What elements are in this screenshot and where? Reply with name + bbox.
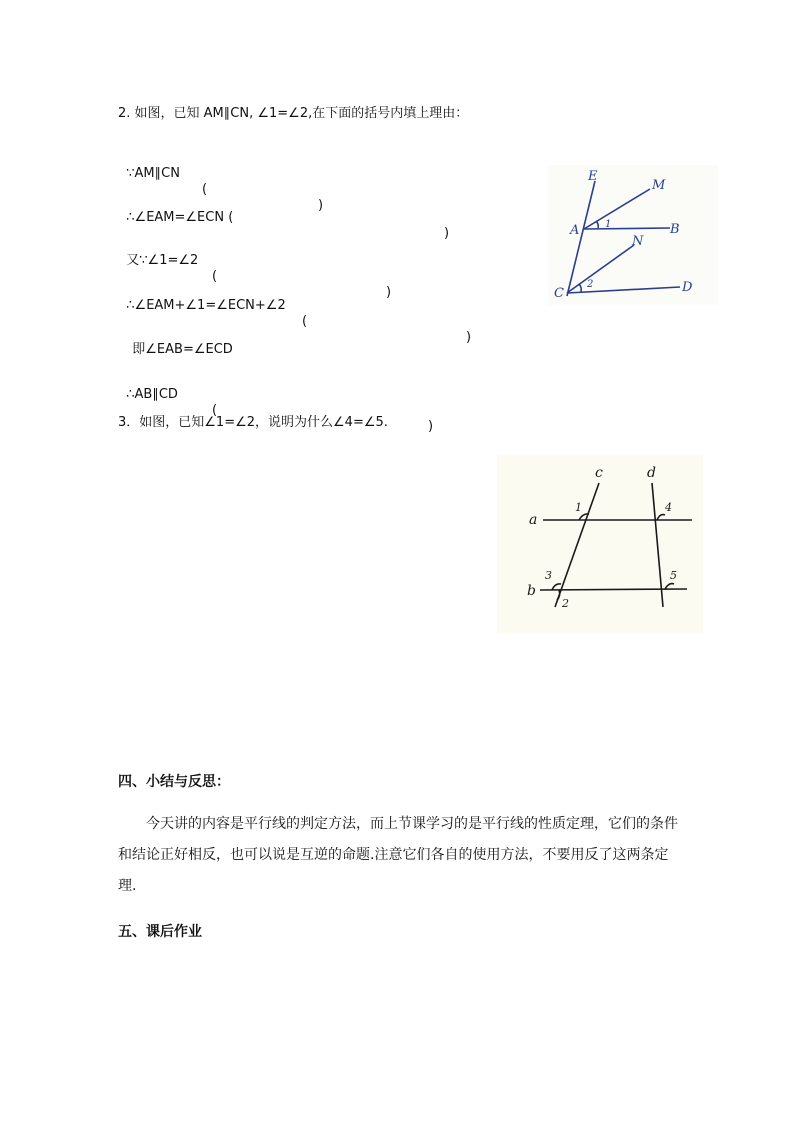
label-a: A: [570, 223, 580, 238]
step-text: ∴∠EAM=∠ECN (: [126, 210, 234, 225]
parallel-lines-diagram-1: [548, 165, 718, 305]
label-1: 1: [605, 219, 612, 230]
step-text: 又∵∠1=∠2: [126, 253, 199, 268]
label-m: M: [652, 178, 666, 193]
label-4: 4: [665, 501, 672, 514]
reason-close: ): [466, 330, 472, 345]
label-1: 1: [575, 501, 582, 514]
label-3: 3: [545, 569, 552, 582]
section5-heading: 五、课后作业: [118, 924, 202, 940]
reason-close: ): [386, 285, 392, 300]
q2-step-2: [118, 194, 450, 242]
reason-open: (: [212, 403, 218, 418]
label-2: 2: [587, 279, 594, 290]
reason-close: ): [444, 226, 450, 241]
label-n: N: [632, 234, 644, 249]
step-text: ∴AB∥CD: [126, 387, 178, 402]
step-text: ∴∠EAM+∠1=∠ECN+∠2: [126, 298, 286, 313]
q2-step-5: [124, 326, 233, 358]
step-text: ∵AM∥CN: [126, 166, 180, 181]
q2-figure: [548, 165, 718, 305]
section4-heading: 四、小结与反思：: [118, 774, 230, 790]
label-c: C: [554, 286, 564, 301]
section4-paragraph: 今天讲的内容是平行线的判定方法，而上节课学习的是平行线的性质定理，它们的条件和结论正好相反，也可以说是互逆的命题.注意它们各自的使用方法，不要用反了这两条定理.: [118, 816, 678, 894]
label-e: E: [588, 169, 598, 184]
reason-close: ): [318, 198, 324, 213]
q3-figure: [497, 455, 703, 633]
reason-open: (: [202, 182, 208, 197]
label-c: c: [595, 465, 603, 481]
line-ab: [584, 228, 670, 229]
step-text: 即∠EAB=∠ECD: [132, 342, 233, 357]
label-d: D: [682, 280, 693, 295]
label-5: 5: [670, 569, 677, 582]
label-a: a: [529, 512, 538, 528]
reason-open: (: [302, 314, 308, 329]
reason-close: ): [428, 419, 434, 434]
label-b: b: [527, 583, 536, 599]
label-2: 2: [562, 597, 569, 610]
q3-title: 3．如图，已知∠1=∠2，说明为什么∠4=∠5.: [118, 415, 388, 430]
q2-title: 2. 如图，已知 AM∥CN, ∠1=∠2,在下面的括号内填上理由：: [118, 106, 469, 121]
reason-open: (: [212, 269, 218, 284]
parallel-lines-diagram-2: [497, 455, 703, 633]
label-b: B: [670, 222, 680, 237]
label-d: d: [647, 465, 656, 481]
